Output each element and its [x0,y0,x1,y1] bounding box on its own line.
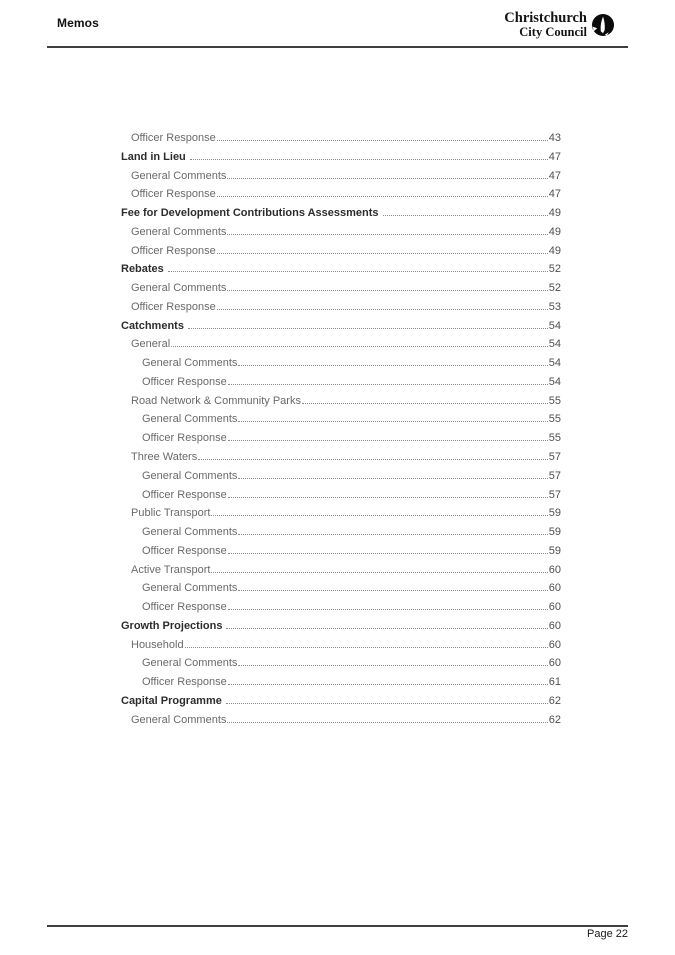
toc-entry [121,226,561,245]
toc-entry [121,245,561,264]
toc-dot-leader [228,681,548,685]
toc-dot-leader [190,156,548,160]
toc-entry-label: Officer Response [142,544,227,557]
council-logo-text [504,11,587,39]
toc-dot-leader [227,175,547,179]
toc-entry-page: 55 [548,394,561,407]
council-logo-line2: City Council [519,25,587,40]
toc-entry [121,338,561,357]
toc-entry-page: 60 [548,601,561,614]
toc-entry-page: 55 [548,432,561,445]
toc-entry [121,564,561,583]
toc-entry-page: 62 [548,713,561,726]
toc-entry [121,657,561,676]
toc-dot-leader [227,719,547,723]
toc-entry [121,620,561,639]
toc-entry-page: 54 [548,357,561,370]
toc-dot-leader [171,343,548,347]
toc-dot-leader [217,250,548,254]
toc-entry [121,714,561,733]
toc-entry-label: Capital Programme [121,694,222,707]
toc-entry-page: 52 [548,263,561,276]
toc-entry-label: General Comments [131,225,227,238]
toc-dot-leader [238,475,547,479]
council-logo-line1: Christchurch [504,10,587,26]
toc [121,132,561,733]
toc-entry-page: 57 [548,488,561,501]
toc-entry [121,432,561,451]
toc-entry-label: General Comments [142,526,238,539]
footer-page-number: Page 22 [587,928,628,940]
toc-entry [121,320,561,339]
toc-dot-leader [227,231,547,235]
toc-dot-leader [228,606,548,610]
toc-entry-label: Officer Response [142,375,227,388]
toc-entry [121,695,561,714]
toc-entry-page: 62 [548,694,561,707]
toc-entry [121,357,561,376]
toc-entry-page: 54 [548,319,561,332]
toc-entry-page: 49 [548,225,561,238]
toc-dot-leader [226,700,548,704]
toc-entry-page: 53 [548,300,561,313]
toc-dot-leader [188,325,548,329]
toc-entry-label: Officer Response [131,300,216,313]
toc-dot-leader [238,418,547,422]
toc-entry [121,170,561,189]
toc-entry-page: 52 [548,282,561,295]
toc-entry [121,132,561,151]
toc-entry [121,545,561,564]
toc-dot-leader [217,137,548,141]
toc-dot-leader [198,456,548,460]
toc-entry-page: 47 [548,188,561,201]
toc-entry-page: 49 [548,207,561,220]
toc-entry-label: Growth Projections [121,619,223,632]
toc-entry-label: General Comments [142,413,238,426]
toc-entry-label: General Comments [131,169,227,182]
toc-entry [121,151,561,170]
toc-entry-label: Three Waters [131,451,198,464]
toc-entry [121,489,561,508]
toc-entry-label: Officer Response [142,676,227,689]
toc-entry-label: Officer Response [142,488,227,501]
toc-entry-page: 49 [548,244,561,257]
toc-entry-label: Officer Response [131,132,216,144]
toc-entry [121,526,561,545]
toc-entry [121,395,561,414]
toc-entry-label: Road Network & Community Parks [131,394,301,407]
toc-dot-leader [238,362,547,366]
toc-entry-page: 59 [548,544,561,557]
toc-entry-page: 57 [548,451,561,464]
footer-rule [47,925,628,927]
toc-dot-leader [228,381,548,385]
toc-dot-leader [228,550,548,554]
toc-entry-page: 54 [548,338,561,351]
toc-entry-page: 60 [548,582,561,595]
toc-entry-page: 47 [548,150,561,163]
toc-dot-leader [238,587,547,591]
toc-entry-label: Catchments [121,319,184,332]
toc-entry [121,639,561,658]
toc-entry-label: Land in Lieu [121,150,186,163]
toc-entry-page: 54 [548,375,561,388]
toc-entry [121,470,561,489]
toc-dot-leader [383,212,548,216]
toc-entry [121,582,561,601]
toc-entry [121,263,561,282]
page-title: Memos [57,16,99,30]
toc-entry-page: 55 [548,413,561,426]
toc-entry-label: Active Transport [131,563,211,576]
toc-entry [121,507,561,526]
toc-dot-leader [211,569,547,573]
toc-entry-label: Public Transport [131,507,211,520]
toc-entry-label: General Comments [131,282,227,295]
toc-entry-label: Officer Response [142,601,227,614]
toc-entry [121,676,561,695]
toc-entry-label: General Comments [142,469,238,482]
toc-entry [121,207,561,226]
toc-entry-label: General Comments [142,582,238,595]
toc-dot-leader [168,268,548,272]
toc-entry [121,301,561,320]
toc-entry [121,451,561,470]
toc-dot-leader [238,662,547,666]
toc-entry-label: Fee for Development Contributions Assessments [121,207,379,220]
toc-dot-leader [226,625,547,629]
toc-dot-leader [238,531,547,535]
toc-dot-leader [227,287,547,291]
toc-entry-page: 60 [548,563,561,576]
toc-dot-leader [228,437,548,441]
toc-entry [121,188,561,207]
council-logo [504,11,615,39]
toc-entry-label: Officer Response [131,244,216,257]
toc-entry-page: 60 [548,657,561,670]
toc-dot-leader [228,494,548,498]
toc-entry-page: 59 [548,507,561,520]
toc-entry [121,282,561,301]
toc-entry-label: General Comments [142,357,238,370]
toc-dot-leader [302,400,548,404]
toc-entry [121,376,561,395]
toc-entry-page: 61 [548,676,561,689]
toc-entry-label: General Comments [131,713,227,726]
toc-entry-label: General [131,338,171,351]
toc-entry-label: General Comments [142,657,238,670]
council-crest-icon [591,13,615,37]
toc-dot-leader [217,193,548,197]
toc-entry-label: Rebates [121,263,164,276]
toc-entry-page: 57 [548,469,561,482]
toc-entry [121,413,561,432]
header-rule [47,46,628,48]
toc-entry-page: 47 [548,169,561,182]
toc-entry-label: Household [131,638,184,651]
toc-dot-leader [217,306,548,310]
toc-entry [121,601,561,620]
toc-entry-page: 59 [548,526,561,539]
toc-dot-leader [211,512,547,516]
toc-entry-page: 60 [548,638,561,651]
toc-entry-label: Officer Response [131,188,216,201]
toc-entry-page: 60 [548,619,561,632]
toc-entry-page: 43 [548,132,561,144]
toc-entry-label: Officer Response [142,432,227,445]
toc-dot-leader [185,644,548,648]
